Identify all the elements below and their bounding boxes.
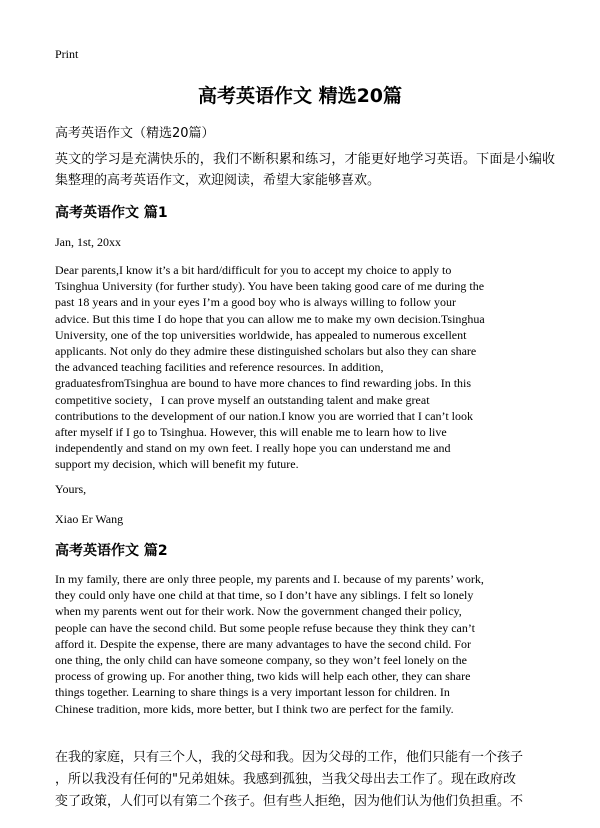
essay2-body [55,571,545,717]
essay1-body [55,262,545,473]
page-title: 高考英语作文 精选20篇 [197,85,403,107]
essay1-line: applicants. Not only do they admire these distinguished scholars but also they can share [55,344,477,359]
essay2-heading: 高考英语作文 篇2 [55,543,168,559]
essay1-line: graduatesfromTsinghua are bound to have more chances to find rewarding jobs. In this [55,376,472,391]
essay2-line: one thing, the only child can have someone company, so they won’t feel lonely on the [55,653,467,668]
essay1-line: Dear parents,I know it’s a bit hard/difficult for you to accept my choice to apply to [55,263,452,277]
essay2-line: they could only have one child at that time, so I don’t have any siblings. I felt so lonely [55,588,474,603]
essay1-line: the advanced teaching facilities and reference resources. In addition, [55,360,384,375]
essay2-chinese-line: 在我的家庭，只有三个人，我的父母和我。因为父母的工作，他们只能有一个孩子 [55,750,524,765]
essay2-line: when my parents went out for their work. Now the government changed their policy, [55,604,462,619]
essay1-line: contributions to the development of our nation.I know you are worried that I can’t look [55,408,474,423]
essay1-line: support my decision, which will benefit my future. [55,457,299,472]
essay1-line: competitive society，I can prove myself an outstanding talent and make great [55,392,430,407]
essay2-chinese-line: ，所以我没有任何的"兄弟姐妹。我感到孤独，当我父母出去工作了。现在政府改 [55,772,516,787]
essay2-chinese-body [55,747,545,813]
essay2-line: process of growing up. For another thing, two kids will help each other, they can share [55,669,471,684]
essay1-date: Jan, 1st, 20xx [55,235,121,249]
essay2-line: In my family, there are only three people, my parents and I. because of my parents’ work, [55,572,484,586]
essay1-line: advice. But this time I do hope that you can allow me to make my own decision.Tsinghua [55,311,485,326]
essay1-line: independently and stand on my own feet. I really hope you can understand me and [55,441,451,456]
essay1-heading: 高考英语作文 篇1 [55,205,168,221]
essay1-signature: Xiao Er Wang [55,512,124,526]
essay1-line: University, one of the top universities worldwide, has appealed to numerous excellent [55,327,467,342]
essay2-chinese-line: 变了政策，人们可以有第二个孩子。但有些人拒绝，因为他们认为他们负担重。不 [55,794,524,809]
essay2-line: things together. Learning to share things is a very important lesson for children. In [55,685,450,700]
essay2-line: people can have the second child. But some people refuse because they think they can’t [55,620,475,635]
intro-paragraph: 英文的学习是充满快乐的，我们不断积累和练习，才能更好地学习英语。下面是小编收集整理的高考英语作文，欢迎阅读，希望大家能够喜欢。 [55,152,555,188]
essay2-line: afford it. Despite the expense, there are many advantages to have the second child. For [55,636,471,651]
essay1-line: past 18 years and in your eyes I’m a good boy who is always willing to follow your [55,295,456,310]
document-subtitle: 高考英语作文（精选20篇） [55,126,215,141]
essay1-line: Tsinghua University (for further study). You have been taking good care of me during the [55,279,485,294]
essay1-line: after myself if I go to Tsinghua. However, this will enable me to learn how to live [55,425,447,440]
print-link[interactable]: Print [55,47,79,61]
essay1-closing: Yours, [55,482,87,496]
essay2-line: Chinese tradition, more kids, more better, but I think two are perfect for the family. [55,701,454,716]
